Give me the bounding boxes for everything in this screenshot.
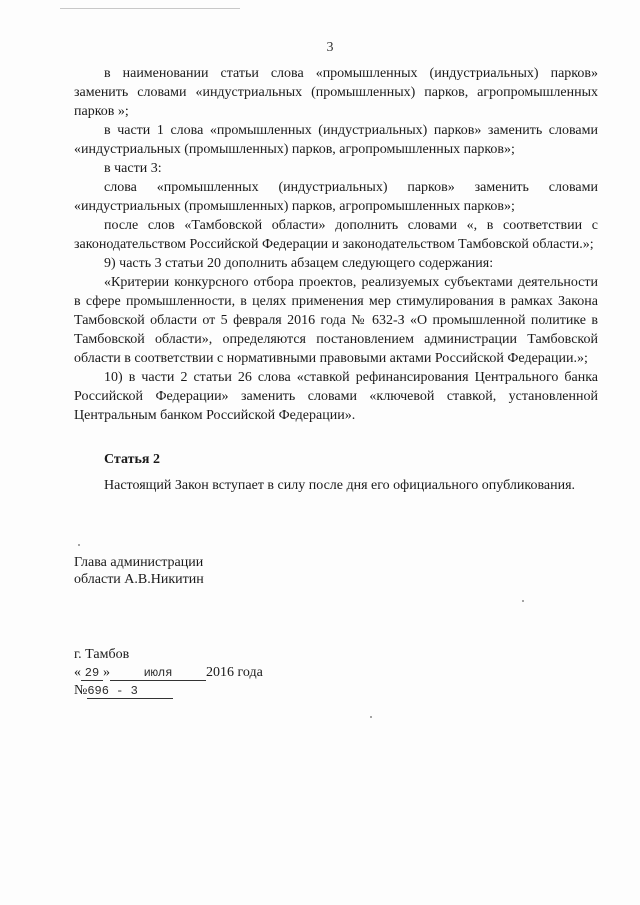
date-day: 29 — [81, 666, 103, 681]
city: г. Тамбов — [74, 647, 130, 662]
paragraph: 10) в части 2 статьи 26 слова «ставкой рефинансирования Центрального банка Российской Федерации» заменить словами «ключевой ставкой, установленной Центральным банком Российской Федерации». — [74, 370, 598, 423]
date-month: июля — [110, 666, 206, 681]
paragraph: слова «промышленных (индустриальных) парков» заменить словами «индустриальных (промышленных) парков, агропромышленных парков»; — [74, 180, 598, 214]
place-date-block — [74, 646, 263, 700]
article-2-heading: Статья 2 — [104, 452, 160, 467]
law-number: 696 - 3 — [87, 684, 173, 699]
paragraph: «Критерии конкурсного отбора проектов, реализуемых субъектами деятельности в сфере промышленности, в целях применения мер стимулирования в рамках Закона Тамбовской области от 5 февраля 2016 года № 632-З «О промышленной политике в Тамбовской области», определяются постановлением администрации Тамбовской области в соответствии с нормативными правовыми актами Российской Федерации.»; — [74, 275, 598, 366]
amendments-body — [74, 64, 598, 425]
scan-speck — [370, 716, 372, 718]
paragraph: после слов «Тамбовской области» дополнить словами «, в соответствии с законодательством Российской Федерации и законодательством Тамбовской области.»; — [74, 218, 598, 252]
scan-speck — [78, 544, 80, 546]
number-line — [74, 682, 263, 700]
date-line — [74, 664, 263, 682]
page-number: 3 — [326, 40, 334, 55]
signature-title: Глава администрации — [74, 555, 204, 570]
scan-speck — [522, 600, 524, 602]
paragraph: в части 3: — [104, 161, 162, 176]
signature-block — [74, 554, 204, 588]
paragraph: 9) часть 3 статьи 20 дополнить абзацем следующего содержания: — [104, 256, 494, 271]
signature-name: области А.В.Никитин — [74, 572, 204, 587]
scan-artifact-line — [60, 8, 240, 9]
number-sign: № — [74, 683, 88, 698]
open-quote: « — [74, 665, 81, 680]
date-year: 2016 года — [206, 665, 263, 680]
close-quote: » — [103, 665, 110, 680]
article-2-text: Настоящий Закон вступает в силу после дня его официального опубликования. — [104, 478, 576, 493]
paragraph: в наименовании статьи слова «промышленных (индустриальных) парков» заменить словами «индустриальных (промышленных) парков, агропромышленных парков »; — [74, 66, 598, 119]
paragraph: в части 1 слова «промышленных (индустриальных) парков» заменить словами «индустриальных (промышленных) парков, агропромышленных парков»; — [74, 123, 598, 157]
